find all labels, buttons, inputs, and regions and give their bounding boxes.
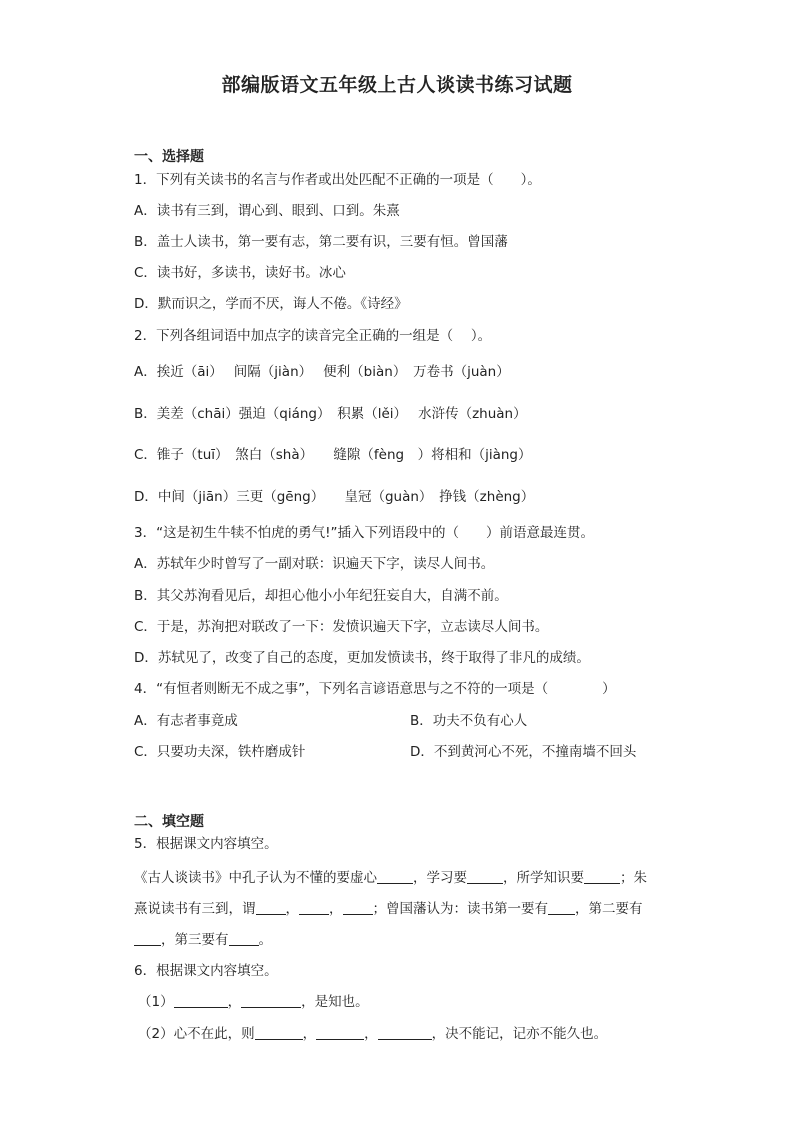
q2-stem: 2．下列各组词语中加点字的读音完全正确的一组是（ ）。 — [134, 328, 492, 344]
q5-blank-3[interactable] — [584, 869, 620, 884]
q5-text-5: 熹说读书有三到，谓 — [134, 901, 256, 917]
q3-option-a: A．苏轼年少时曾写了一副对联：识遍天下字，读尽人间书。 — [134, 556, 495, 572]
q6-blank-3[interactable] — [255, 1025, 303, 1040]
q1-stem: 1．下列有关读书的名言与作者或出处匹配不正确的一项是（ ）。 — [134, 172, 541, 188]
q5-text-10: ，第三要有 — [161, 932, 229, 948]
q3-option-d: D．苏轼见了，改变了自己的态度，更加发愤读书，终于取得了非凡的成绩。 — [134, 650, 590, 666]
q5-line-2 — [134, 899, 643, 919]
q5-blank-8[interactable] — [134, 931, 161, 946]
q6-blank-5[interactable] — [378, 1025, 432, 1040]
q5-line-3 — [134, 930, 272, 950]
q1-option-b: B．盖士人读书，第一要有志，第二要有识，三要有恒。曾国藩 — [134, 234, 508, 250]
q4-option-d: D．不到黄河心不死，不撞南墙不回头 — [410, 744, 637, 760]
q5-blank-5[interactable] — [299, 900, 329, 915]
q1-option-a: A．读书有三到，谓心到、眼到、口到。朱熹 — [134, 203, 400, 219]
q2-option-a: A．挨近（āi） 间隔（jiàn） 便利（biàn） 万卷书（juàn） — [134, 364, 510, 380]
q3-option-b: B．其父苏洵看见后，却担心他小小年纪狂妄自大，自满不前。 — [134, 588, 508, 604]
q6-blank-1[interactable] — [174, 993, 228, 1008]
q5-text-7: ， — [329, 901, 343, 917]
q5-blank-2[interactable] — [467, 869, 503, 884]
q6-text-2d: ，决不能记，记亦不能久也。 — [431, 1026, 608, 1042]
q2-option-b: B．美差（chāi）强迫（qiáng） 积累（lěi） 水浒传（zhuàn） — [134, 406, 527, 422]
q4-option-c: C．只要功夫深，铁杵磨成针 — [134, 744, 306, 760]
q6-blank-4[interactable] — [316, 1025, 364, 1040]
q5-blank-7[interactable] — [548, 900, 575, 915]
q6-text-2b: ， — [302, 1026, 317, 1042]
q2-option-c: C．锥子（tuī） 煞白（shà） 缝隙（fèng ）将相和（jiàng） — [134, 447, 532, 463]
q5-text-3: ，所学知识要 — [503, 870, 584, 886]
q6-line-1 — [138, 992, 369, 1012]
q5-blank-4[interactable] — [256, 900, 286, 915]
q5-blank-1[interactable] — [377, 869, 413, 884]
q3-stem: 3．“这是初生牛犊不怕虎的勇气!”插入下列语段中的（ ）前语意最连贯。 — [134, 525, 594, 541]
q5-text-2: ，学习要 — [413, 870, 467, 886]
page-title: 部编版语文五年级上古人谈读书练习试题 — [221, 74, 573, 96]
q5-blank-6[interactable] — [343, 900, 373, 915]
q5-text-11: 。 — [258, 932, 272, 948]
section-choice-heading: 一、选择题 — [134, 149, 204, 165]
section-fill-heading: 二、填空题 — [134, 814, 204, 830]
q4-option-a: A．有志者事竟成 — [134, 713, 238, 729]
q6-text-2c: ， — [364, 1026, 378, 1042]
q2-option-d: D．中间（jiān）三更（gēng） 皇冠（guàn） 挣钱（zhèng） — [134, 489, 535, 505]
q5-text-8: ；曾国藩认为：读书第一要有 — [372, 901, 548, 917]
q6-line-2 — [138, 1024, 607, 1044]
q5-stem: 5．根据课文内容填空。 — [134, 836, 278, 852]
q6-text-2a: （2）心不在此，则 — [138, 1026, 255, 1042]
q5-blank-9[interactable] — [229, 931, 259, 946]
q1-option-d: D．默而识之，学而不厌，诲人不倦。《诗经》 — [134, 296, 408, 312]
q6-text-1a: （1） — [138, 994, 174, 1010]
q6-text-1c: ，是知也。 — [301, 994, 369, 1010]
q4-stem: 4．“有恒者则断无不成之事”，下列名言谚语意思与之不符的一项是（ ） — [134, 681, 616, 697]
q6-stem: 6．根据课文内容填空。 — [134, 963, 278, 979]
q5-line-1 — [134, 868, 647, 888]
q5-text-6: ， — [285, 901, 299, 917]
q6-text-1b: ， — [227, 994, 242, 1010]
q5-text-9: ，第二要有 — [575, 901, 643, 917]
q1-option-c: C．读书好，多读书，读好书。冰心 — [134, 265, 346, 281]
q5-text-1: 《古人谈读书》中孔子认为不懂的要虚心 — [134, 870, 377, 886]
q4-option-b: B．功夫不负有心人 — [410, 713, 528, 729]
q5-text-4: ；朱 — [620, 870, 647, 886]
q6-blank-2[interactable] — [241, 993, 301, 1008]
q3-option-c: C．于是，苏洵把对联改了一下：发愤识遍天下字，立志读尽人间书。 — [134, 619, 549, 635]
